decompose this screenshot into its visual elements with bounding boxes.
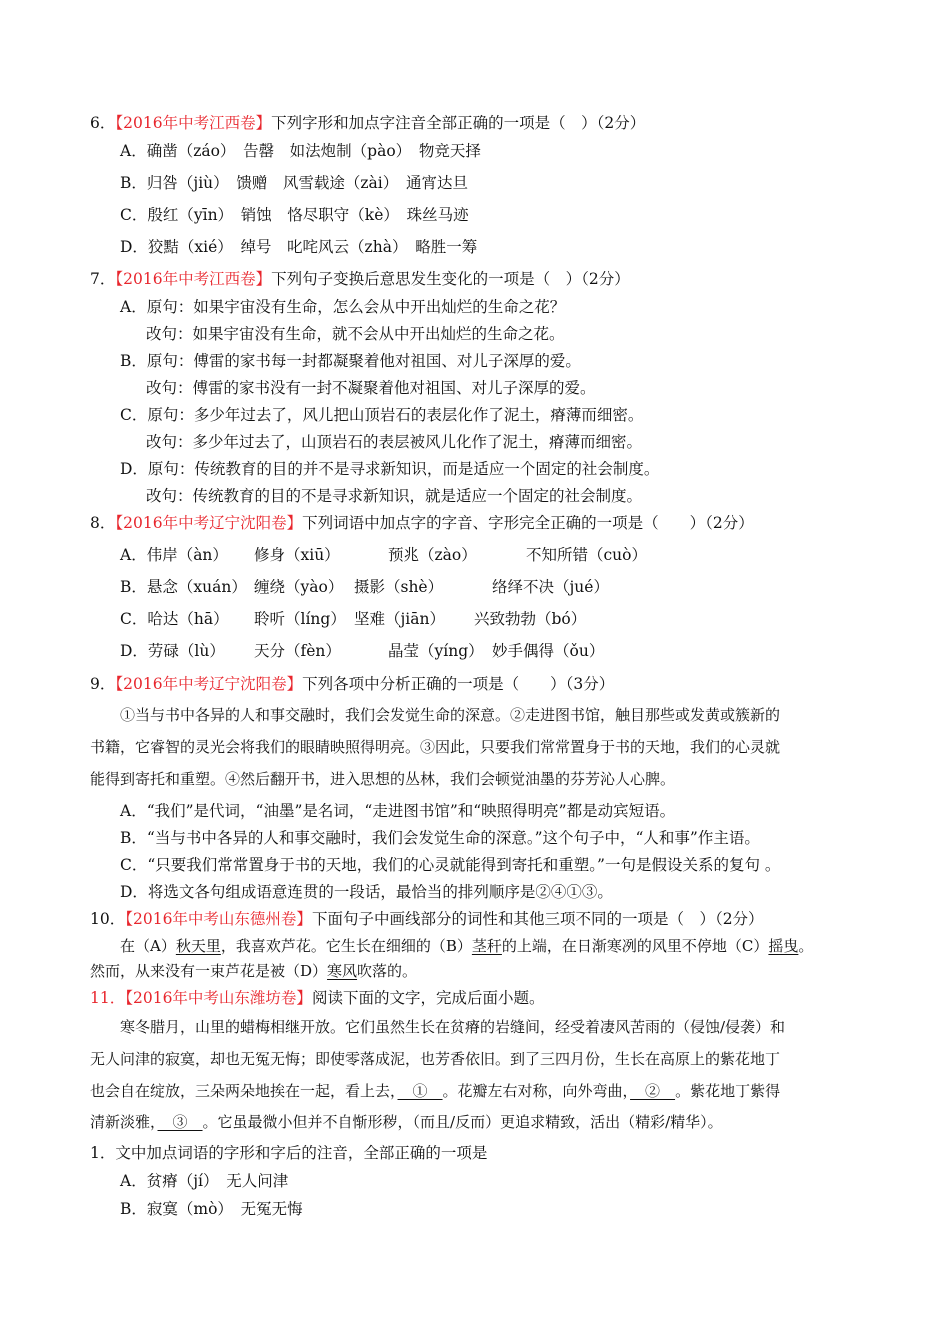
- q8-a-word2: 修身（xiū）: [254, 546, 340, 564]
- q11-text-5: 。它虽最微小但并不自惭形秽，（而且/反而）更追求精致，活出（精彩/精华）。: [202, 1113, 723, 1131]
- q10-text-2: ，我喜欢芦花。它生长在细细的（B）: [220, 937, 472, 955]
- q9-source: 【2016年中考辽宁沈阳卷】: [115, 675, 303, 693]
- q8-a-word4: 不知所错（cuò）: [526, 546, 647, 564]
- q8-b-word2: 缠绕（yào）: [254, 578, 344, 596]
- q7-stem: 下列句子变换后意思发生变化的一项是（ ）（2分）: [271, 270, 630, 288]
- q9-option-b: B．“当与书中各异的人和事交融时，我们会发觉生命的深意。”这个句子中，“人和事”作主语。: [120, 829, 760, 847]
- q11-blank-1: ①: [397, 1082, 443, 1100]
- q10-underline-c: 摇曳: [768, 937, 799, 955]
- q8-option-a: [120, 544, 647, 566]
- q8-source: 【2016年中考辽宁沈阳卷】: [115, 514, 303, 532]
- q11-stem: 阅读下面的文字，完成后面小题。: [311, 989, 545, 1007]
- q10-text-4: 。: [798, 937, 814, 955]
- q6-number: 6．: [90, 114, 116, 132]
- q8-d-word3: 晶莹（yíng）: [388, 642, 484, 660]
- q7-option-c-changed: 改句：多少年过去了，山顶岩石的表层被风儿化作了泥土，瘠薄而细密。: [146, 433, 643, 451]
- q10-text-5: 然而，从来没有一束芦花是被（D）: [90, 962, 328, 980]
- q7-stem-line: [90, 268, 630, 290]
- q11-blank-2: ②: [630, 1082, 676, 1100]
- q11-passage-line-1: 寒冬腊月，山里的蜡梅相继开放。它们虽然生长在贫瘠的岩缝间，经受着凄风苦雨的（侵蚀/侵袭）和: [120, 1018, 786, 1036]
- q8-option-c: [120, 608, 586, 630]
- q8-d-word1: D．劳碌（lù）: [120, 642, 225, 660]
- q9-passage-line-3: 能得到寄托和重塑。④然后翻开书，进入思想的丛林，我们会顿觉油墨的芬芳沁人心脾。: [90, 770, 676, 788]
- q8-b-word3: 摄影（shè）: [354, 578, 444, 596]
- q10-sentence-line-2: [90, 960, 417, 982]
- q6-option-d: D．狡黠（xié） 绰号 叱咤风云（zhà） 略胜一筹: [120, 238, 478, 256]
- q7-option-d-changed: 改句：传统教育的目的不是寻求新知识，就是适应一个固定的社会制度。: [146, 487, 643, 505]
- q10-stem: 下面句子中画线部分的词性和其他三项不同的一项是（ ）（2分）: [311, 910, 764, 928]
- q8-c-word1: C．哈达（hā）: [120, 610, 229, 628]
- q11-number: 11．: [90, 989, 126, 1007]
- q11-text-3: 。紫花地丁紫得: [675, 1082, 781, 1100]
- q7-option-b-original: B．原句：傅雷的家书每一封都凝聚着他对祖国、对儿子深厚的爱。: [120, 352, 581, 370]
- q11-passage-line-3: [90, 1080, 780, 1102]
- q11-option-a: A．贫瘠（jí） 无人问津: [120, 1172, 289, 1190]
- q11-option-b: B．寂寞（mò） 无冤无悔: [120, 1200, 303, 1218]
- q6-stem: 下列字形和加点字注音全部正确的一项是（ ）（2分）: [271, 114, 646, 132]
- q11-stem-line: [90, 987, 544, 1009]
- q7-option-c-original: C．原句：多少年过去了，风儿把山顶岩石的表层化作了泥土，瘠薄而细密。: [120, 406, 644, 424]
- q11-passage-line-4: [90, 1111, 723, 1133]
- q9-number: 9．: [90, 675, 116, 693]
- q11-subquestion-1: 1．文中加点词语的字形和字后的注音，全部正确的一项是: [90, 1144, 488, 1162]
- q6-option-c: C．殷红（yīn） 销蚀 恪尽职守（kè） 珠丝马迹: [120, 206, 469, 224]
- q6-option-b: B．归咎（jiù） 馈赠 风雪载途（zài） 通宵达旦: [120, 174, 469, 192]
- q7-option-d-original: D．原句：传统教育的目的并不是寻求新知识，而是适应一个固定的社会制度。: [120, 460, 660, 478]
- q8-d-word4: 妙手偶得（ǒu）: [492, 642, 605, 660]
- q8-c-word2: 聆听（líng）: [254, 610, 346, 628]
- q7-number: 7．: [90, 270, 116, 288]
- q9-option-d: D．将选文各句组成语意连贯的一段话，最恰当的排列顺序是②④①③。: [120, 883, 613, 901]
- q7-source: 【2016年中考江西卷】: [115, 270, 272, 288]
- q7-option-a-original: A．原句：如果宇宙没有生命，怎么会从中开出灿烂的生命之花？: [120, 298, 566, 316]
- q8-b-word1: B．悬念（xuán）: [120, 578, 247, 596]
- q10-underline-b: 茎秆: [471, 937, 502, 955]
- q11-text-4: 清新淡雅，: [90, 1113, 158, 1131]
- q10-number: 10．: [90, 910, 126, 928]
- q11-text-2: 。花瓣左右对称，向外弯曲，: [442, 1082, 631, 1100]
- q10-text-3: 的上端，在日渐寒冽的风里不停地（C）: [501, 937, 769, 955]
- q10-underline-a: 秋天里: [175, 937, 221, 955]
- q6-stem-line: [90, 112, 645, 134]
- q8-number: 8．: [90, 514, 116, 532]
- q10-source: 【2016年中考山东德州卷】: [125, 910, 312, 928]
- q7-option-b-changed: 改句：傅雷的家书没有一封不凝聚着他对祖国、对儿子深厚的爱。: [146, 379, 596, 397]
- q11-blank-3: ③: [157, 1113, 203, 1131]
- q9-passage-line-2: 书籍，它睿智的灵光会将我们的眼睛映照得明亮。③因此，只要我们常常置身于书的天地，我们的心灵就: [90, 738, 781, 756]
- q6-source: 【2016年中考江西卷】: [115, 114, 272, 132]
- q8-option-b: [120, 576, 609, 598]
- q10-text-6: 吹落的。: [357, 962, 418, 980]
- q8-c-word4: 兴致勃勃（bó）: [474, 610, 587, 628]
- q8-stem-line: [90, 512, 754, 534]
- q8-option-d: [120, 640, 604, 662]
- q11-text-1: 也会自在绽放，三朵两朵地挨在一起，看上去，: [90, 1082, 398, 1100]
- q11-source: 【2016年中考山东潍坊卷】: [125, 989, 312, 1007]
- q9-passage-line-1: ①当与书中各异的人和事交融时，我们会发觉生命的深意。②走进图书馆，触目那些或发黄或簇新的: [120, 706, 781, 724]
- q10-stem-line: [90, 908, 764, 930]
- q10-sentence-line-1: [120, 935, 813, 957]
- q8-b-word4: 络绎不决（jué）: [492, 578, 609, 596]
- q8-c-word3: 坚难（jiān）: [354, 610, 445, 628]
- q6-option-a: A．确凿（záo） 告罄 如法炮制（pào） 物竞天择: [120, 142, 481, 160]
- q10-underline-d: 寒风: [327, 962, 358, 980]
- q8-a-word1: A．伟岸（àn）: [120, 546, 228, 564]
- q9-option-c: C．“只要我们常常置身于书的天地，我们的心灵就能得到寄托和重塑。”一句是假设关系的复句 。: [120, 856, 781, 874]
- q8-d-word2: 天分（fèn）: [254, 642, 341, 660]
- q11-passage-line-2: 无人问津的寂寞，却也无冤无悔；即使零落成泥，也芳香依旧。到了三四月份，生长在高原上的紫花地丁: [90, 1050, 781, 1068]
- q9-option-a: A．“我们”是代词，“油墨”是名词，“走进图书馆”和“映照得明亮”都是动宾短语。: [120, 802, 676, 820]
- q9-stem-line: [90, 673, 614, 695]
- q10-text-1: 在（A）: [120, 937, 176, 955]
- q9-stem: 下列各项中分析正确的一项是（ ）（3分）: [302, 675, 615, 693]
- q8-a-word3: 预兆（zào）: [388, 546, 477, 564]
- q7-option-a-changed: 改句：如果宇宙没有生命，就不会从中开出灿烂的生命之花。: [146, 325, 565, 343]
- q8-stem: 下列词语中加点字的字音、字形完全正确的一项是（ ）（2分）: [302, 514, 754, 532]
